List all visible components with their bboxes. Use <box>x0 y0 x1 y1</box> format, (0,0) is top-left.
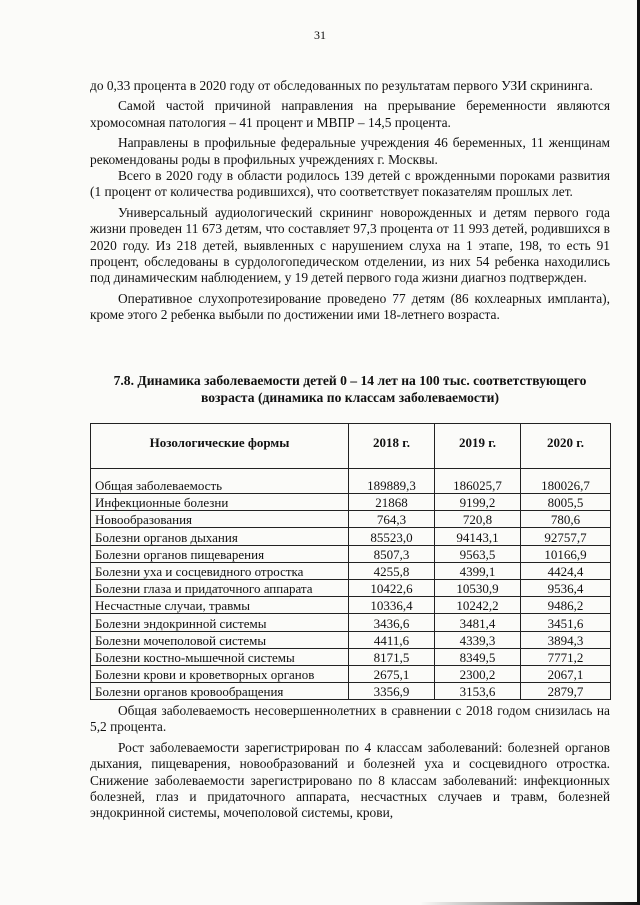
table-cell-value: 3451,6 <box>521 614 611 631</box>
table-row <box>91 562 611 579</box>
table-cell-value: 8171,5 <box>349 648 435 665</box>
table-cell-value: 2300,2 <box>435 665 521 682</box>
table-cell-value: 3481,4 <box>435 614 521 631</box>
table-cell-value: 3436,6 <box>349 614 435 631</box>
table-cell-nosology: Болезни мочеполовой системы <box>91 631 349 648</box>
table-cell-value: 10530,9 <box>435 579 521 596</box>
table-cell-value: 4424,4 <box>521 562 611 579</box>
table-cell-nosology: Болезни крови и кроветворных органов <box>91 665 349 682</box>
table-cell-value: 8349,5 <box>435 648 521 665</box>
table-cell-value: 764,3 <box>349 511 435 528</box>
table-cell-value: 4411,6 <box>349 631 435 648</box>
table-cell-value: 4255,8 <box>349 562 435 579</box>
table-cell-value: 85523,0 <box>349 528 435 545</box>
table-cell-value: 2675,1 <box>349 665 435 682</box>
table-cell-value: 4339,3 <box>435 631 521 648</box>
table-cell-value: 10422,6 <box>349 579 435 596</box>
paragraph: Рост заболеваемости зарегистрирован по 4 классам заболеваний: болезней органов дыхания, пищеварения, новообразований и болезней уха и сосцевидного отростка. Снижение заболеваемости зарегистрировано по 8 классам заболеваний: инфекционных болезней, глаз и придаточного аппарата, несчастных случаев и травм, болезней эндокринной системы, мочеполовой системы, крови, <box>90 739 610 821</box>
table-cell-value: 186025,7 <box>435 469 521 494</box>
table-cell-value: 2067,1 <box>521 665 611 682</box>
table-cell-value: 10336,4 <box>349 597 435 614</box>
table-cell-value: 92757,7 <box>521 528 611 545</box>
column-header-2018: 2018 г. <box>349 424 435 469</box>
page-number: 31 <box>314 28 326 42</box>
table-cell-value: 10166,9 <box>521 545 611 562</box>
table-cell-nosology: Болезни глаза и придаточного аппарата <box>91 579 349 596</box>
paragraph: Самой частой причиной направления на прерывание беременности являются хромосомная патология – 41 процент и МВПР – 14,5 процента. <box>90 98 610 130</box>
table-body <box>91 469 611 700</box>
table-cell-value: 9536,4 <box>521 579 611 596</box>
table-cell-value: 10242,2 <box>435 597 521 614</box>
table-row <box>91 545 611 562</box>
table-cell-value: 7771,2 <box>521 648 611 665</box>
table-cell-nosology: Болезни костно-мышечной системы <box>91 648 349 665</box>
table-row <box>91 648 611 665</box>
table-cell-value: 3153,6 <box>435 683 521 700</box>
table-cell-value: 780,6 <box>521 511 611 528</box>
table-header-row <box>91 424 611 469</box>
paragraph: до 0,33 процента в 2020 году от обследованных по результатам первого УЗИ скрининга. <box>90 78 593 93</box>
table-cell-value: 8005,5 <box>521 494 611 511</box>
table-cell-value: 189889,3 <box>349 469 435 494</box>
table-cell-nosology: Болезни органов дыхания <box>91 528 349 545</box>
table-cell-value: 4399,1 <box>435 562 521 579</box>
table-cell-value: 2879,7 <box>521 683 611 700</box>
table-row <box>91 631 611 648</box>
table-cell-value: 94143,1 <box>435 528 521 545</box>
body-text-bottom <box>90 703 610 822</box>
table-title: 7.8. Динамика заболеваемости детей 0 – 14 лет на 100 тыс. соответствующего возраста (динамика по классам заболеваемости) <box>113 373 587 405</box>
column-header-2020: 2020 г. <box>521 424 611 469</box>
table-cell-nosology: Общая заболеваемость <box>91 469 349 494</box>
table-cell-value: 3356,9 <box>349 683 435 700</box>
table-row <box>91 528 611 545</box>
table-row <box>91 469 611 494</box>
table-cell-nosology: Болезни уха и сосцевидного отростка <box>91 562 349 579</box>
paragraph: Оперативное слухопротезирование проведено 77 детям (86 кохлеарных импланта), кроме этого 2 ребенка выбыли по достижении ими 18-летнего возраста. <box>90 290 610 323</box>
column-header-nosology: Нозологические формы <box>91 424 349 469</box>
table-row <box>91 614 611 631</box>
table-cell-nosology: Болезни эндокринной системы <box>91 614 349 631</box>
paragraph: Общая заболеваемость несовершеннолетних в сравнении с 2018 годом снизилась на 5,2 процента. <box>90 703 610 735</box>
table-cell-nosology: Новообразования <box>91 511 349 528</box>
table-cell-value: 9563,5 <box>435 545 521 562</box>
table-cell-nosology: Болезни органов кровообращения <box>91 683 349 700</box>
table-cell-value: 180026,7 <box>521 469 611 494</box>
paragraph: Универсальный аудиологический скрининг новорожденных и детям первого года жизни проведен 11 673 детям, что составляет 97,3 процента от 11 993 детей, родившихся в 2020 году. Из 218 детей, выявленных с нарушением слуха на 1 этапе, 198, то есть 91 процент, обследованы в сурдологопедическом отделении, из них 54 ребенка находились под динамическим наблюдением, у 19 детей первого года жизни диагноз подтвержден. <box>90 204 610 286</box>
table-row <box>91 665 611 682</box>
table-row <box>91 494 611 511</box>
table-cell-value: 720,8 <box>435 511 521 528</box>
table-cell-nosology: Инфекционные болезни <box>91 494 349 511</box>
morbidity-table <box>90 423 611 700</box>
table-cell-nosology: Несчастные случаи, травмы <box>91 597 349 614</box>
table-row <box>91 579 611 596</box>
paragraph: Направлены в профильные федеральные учреждения 46 беременных, 11 женщинам рекомендованы роды в профильных учреждениях г. Москвы. <box>90 135 610 167</box>
table-cell-value: 8507,3 <box>349 545 435 562</box>
table-row <box>91 597 611 614</box>
table-cell-nosology: Болезни органов пищеварения <box>91 545 349 562</box>
table-row <box>91 683 611 700</box>
table-row <box>91 511 611 528</box>
table-cell-value: 9199,2 <box>435 494 521 511</box>
table-cell-value: 9486,2 <box>521 597 611 614</box>
body-text-top <box>90 78 610 324</box>
column-header-2019: 2019 г. <box>435 424 521 469</box>
table-cell-value: 21868 <box>349 494 435 511</box>
paragraph: Всего в 2020 году в области родилось 139 детей с врожденными пороками развития (1 процент от количества родившихся), что соответствует показателям прошлых лет. <box>90 168 610 200</box>
table-cell-value: 3894,3 <box>521 631 611 648</box>
